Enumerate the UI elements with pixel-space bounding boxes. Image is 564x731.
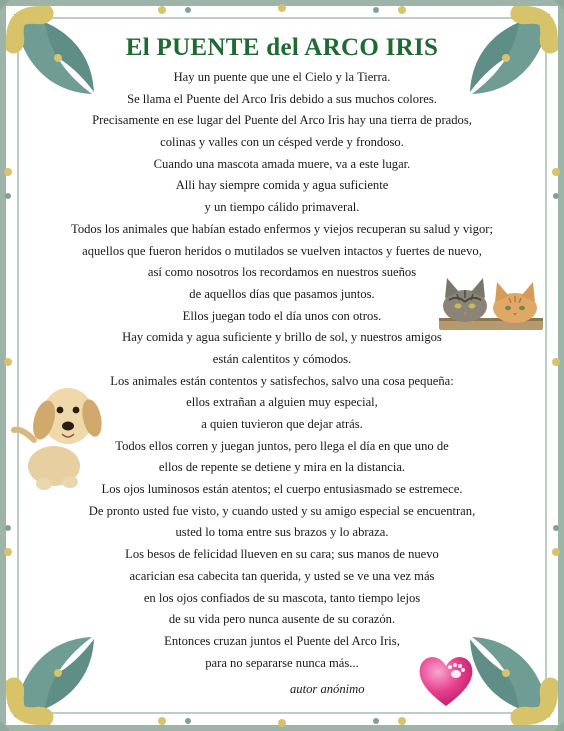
poem-line: Ellos juegan todo el día unos con otros. <box>182 308 382 323</box>
poem-line: Alli hay siempre comida y agua suficiente <box>175 178 389 193</box>
poem-line: ellos de repente se detiene y mira en la distancia. <box>158 460 406 475</box>
poem-line: Los besos de felicidad llueven en su cara; sus manos de nuevo <box>125 547 439 562</box>
poem-line: acarician esa cabecita tan querida, y usted se ve una vez más <box>129 568 435 583</box>
poem-line: y un tiempo cálido primaveral. <box>204 200 360 215</box>
poem-line: usted lo toma entre sus brazos y lo abraza. <box>175 525 389 540</box>
poem-line: Precisamente en ese lugar del Puente del Arco Iris hay una tierra de prados, <box>92 113 472 128</box>
poem-line: Los animales están contentos y satisfechos, salvo una cosa pequeña: <box>110 373 454 388</box>
page-title: El PUENTE del ARCO IRIS <box>125 34 439 61</box>
poem-line: Entonces cruzan juntos el Puente del Arco Iris, <box>164 633 400 648</box>
poem-line: Todos los animales que habían estado enfermos y viejos recuperan su salud y vigor; <box>71 221 493 236</box>
poem-line: así como nosotros los recordamos en nuestros sueños <box>147 265 417 280</box>
poem-line: Cuando una mascota amada muere, va a este lugar. <box>153 156 411 171</box>
poem-line: De pronto usted fue visto, y cuando usted y su amigo especial se encuentran, <box>88 503 476 518</box>
poem-line: Se llama el Puente del Arco Iris debido a sus muchos colores. <box>127 91 437 106</box>
poem-line: están calentitos y cómodos. <box>212 351 352 366</box>
poem-line: a quien tuvieron que dejar atrás. <box>201 417 363 431</box>
heart-icon <box>416 652 476 708</box>
poem-line: aquellos que fueron heridos o mutilados se vuelven intactos y fuertes de nuevo, <box>82 243 482 258</box>
puppy-image <box>10 378 108 494</box>
poem-line: de aquellos días que pasamos juntos. <box>189 286 375 301</box>
poem-line: Todos ellos corren y juegan juntos, pero llega el día en que uno de <box>115 438 449 453</box>
poem-line: Los ojos luminosos están atentos; el cuerpo entusiasmado se estremece. <box>101 482 463 497</box>
poem-line: Hay un puente que une el Cielo y la Tierra. <box>173 70 391 84</box>
poem-line: de su vida pero nunca ausente de su corazón. <box>168 612 396 627</box>
poem-line: colinas y valles con un césped verde y frondoso. <box>160 135 404 150</box>
author-credit: autor anónimo <box>290 682 365 696</box>
poem-line: Hay comida y agua suficiente y brillo de sol, y nuestros amigos <box>122 330 442 345</box>
poem-line: en los ojos confiados de su mascota, tanto tiempo lejos <box>143 590 421 605</box>
poem-line: para no separarse nunca más... <box>205 655 359 670</box>
poem-line: ellos extrañan a alguien muy especial, <box>186 395 378 410</box>
cats-image <box>433 270 545 332</box>
poem-body <box>40 67 524 674</box>
